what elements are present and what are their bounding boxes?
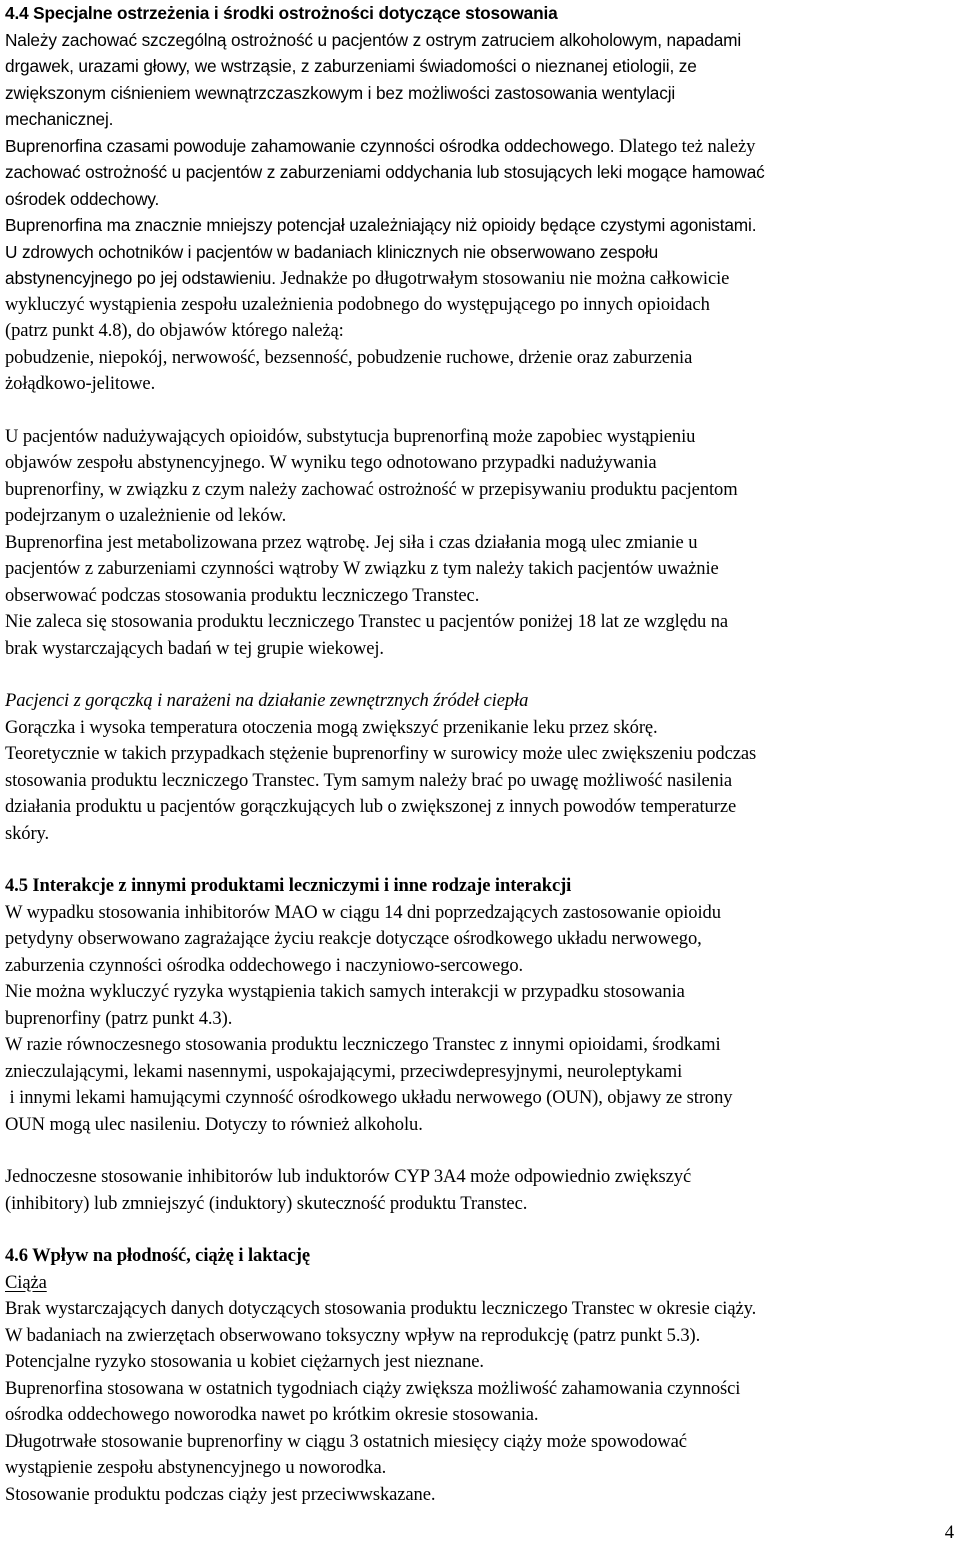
text-line: drgawek, urazami głowy, we wstrząsie, z zaburzeniami świadomości o nieznanej etiologii, ze: [5, 56, 697, 76]
text-line: Jednoczesne stosowanie inhibitorów lub induktorów CYP 3A4 może odpowiednio zwiększyć: [5, 1166, 692, 1187]
text-segment: Jednakże po długotrwałym stosowaniu nie można całkowicie: [280, 268, 730, 289]
document-page: [5, 0, 957, 1508]
paragraph-gap: [5, 847, 957, 873]
text-line: i innymi lekami hamującymi czynność ośrodkowego układu nerwowego (OUN), objawy ze strony: [5, 1087, 733, 1108]
text-line: Należy zachować szczególną ostrożność u pacjentów z ostrym zatruciem alkoholowym, napadami: [5, 29, 742, 50]
text-line: zwiększonym ciśnieniem wewnątrzczaszkowym i bez możliwości zastosowania wentylacji: [5, 82, 676, 103]
subsection-heading-fever: Pacjenci z gorączką i narażeni na działanie zewnętrznych źródeł ciepła: [5, 690, 529, 711]
text-line: zachować ostrożność u pacjentów z zaburzeniami oddychania lub stosujących leki mogące hamować: [5, 162, 765, 182]
text-line: W wypadku stosowania inhibitorów MAO w ciągu 14 dni poprzedzających zastosowanie opioidu: [5, 901, 721, 923]
paragraph-gap: [5, 662, 957, 688]
text-line: Potencjalne ryzyko stosowania u kobiet ciężarnych jest nieznane.: [5, 1351, 484, 1372]
text-line: mechanicznej.: [5, 109, 114, 129]
text-line: (patrz punkt 4.8), do objawów którego należą:: [5, 320, 344, 341]
text-line: podejrzanym o uzależnienie od leków.: [5, 505, 287, 526]
text-line: ośrodka oddechowego noworodka nawet po krótkim okresie stosowania.: [5, 1404, 539, 1425]
text-line: Buprenorfina jest metabolizowana przez wątrobę. Jej siła i czas działania mogą ulec zmianie u: [5, 531, 698, 553]
text-line: Brak wystarczających danych dotyczących stosowania produktu leczniczego Transtec w okresie ciąży.: [5, 1298, 757, 1319]
text-line: wykluczyć wystąpienia zespołu uzależnienia podobnego do występującego po innych opioidach: [5, 293, 710, 315]
section-heading-4-4: 4.4 Specjalne ostrzeżenia i środki ostrożności dotyczące stosowania: [5, 3, 558, 23]
text-line-mixed: [5, 265, 955, 292]
section-heading-4-6: 4.6 Wpływ na płodność, ciążę i laktację: [5, 1245, 311, 1266]
text-line: pacjentów z zaburzeniami czynności wątroby W związku z tym należy takich pacjentów uważnie: [5, 558, 719, 579]
text-line: działania produktu u pacjentów gorączkujących lub o zwiększonej z innych powodów temperaturze: [5, 796, 737, 817]
text-line: ośrodek oddechowy.: [5, 188, 160, 209]
text-line: Nie można wykluczyć ryzyka wystąpienia takich samych interakcji w przypadku stosowania: [5, 981, 685, 1002]
text-line: Stosowanie produktu podczas ciąży jest przeciwwskazane.: [5, 1483, 436, 1505]
text-line: obserwować podczas stosowania produktu leczniczego Transtec.: [5, 584, 480, 606]
text-line: W razie równoczesnego stosowania produktu leczniczego Transtec z innymi opioidami, środkami: [5, 1034, 721, 1055]
text-line: Gorączka i wysoka temperatura otoczenia mogą zwiększyć przenikanie leku przez skórę.: [5, 716, 658, 738]
text-line: OUN mogą ulec nasileniu. Dotyczy to również alkoholu.: [5, 1113, 423, 1135]
text-line: Nie zaleca się stosowania produktu leczniczego Transtec u pacjentów poniżej 18 lat ze względu na: [5, 611, 729, 632]
text-line: U pacjentów nadużywających opioidów, substytucja buprenorfiną może zapobiec wystąpieniu: [5, 425, 696, 447]
text-line: buprenorfiny (patrz punkt 4.3).: [5, 1007, 233, 1029]
paragraph-gap: [5, 1217, 957, 1243]
text-line: wystąpienie zespołu abstynencyjnego u noworodka.: [5, 1457, 387, 1478]
text-line: zaburzenia czynności ośrodka oddechowego i naczyniowo-sercowego.: [5, 954, 524, 976]
text-line: petydyny obserwowano zagrażające życiu reakcje dotyczące ośrodkowego układu nerwowego,: [5, 928, 702, 949]
text-line: znieczulającymi, lekami nasennymi, uspokajającymi, przeciwdepresyjnymi, neuroleptykami: [5, 1060, 683, 1082]
text-line: U zdrowych ochotników i pacjentów w badaniach klinicznych nie obserwowano zespołu: [5, 241, 659, 262]
section-heading-4-5: 4.5 Interakcje z innymi produktami leczniczymi i inne rodzaje interakcji: [5, 875, 572, 896]
text-line: stosowania produktu leczniczego Transtec. Tym samym należy brać po uwagę możliwość nasilenia: [5, 769, 733, 791]
text-line: objawów zespołu abstynencyjnego. W wyniku tego odnotowano przypadki nadużywania: [5, 452, 657, 473]
paragraph-gap: [5, 398, 957, 424]
text-line: Długotrwałe stosowanie buprenorfiny w ciągu 3 ostatnich miesięcy ciąży może spowodować: [5, 1430, 687, 1452]
subsection-heading-pregnancy: Ciąża: [5, 1271, 47, 1293]
text-line: żołądkowo-jelitowe.: [5, 373, 156, 394]
text-line: buprenorfiny, w związku z czym należy zachować ostrożność w przepisywaniu produktu pacjentom: [5, 478, 738, 500]
text-line: Buprenorfina ma znacznie mniejszy potencjał uzależniający niż opioidy będące czystymi agonistami.: [5, 215, 757, 235]
text-line: W badaniach na zwierzętach obserwowano toksyczny wpływ na reprodukcję (patrz punkt 5.3).: [5, 1324, 701, 1346]
text-line-mixed: [5, 133, 955, 160]
text-line: Buprenorfina stosowana w ostatnich tygodniach ciąży zwiększa możliwość zahamowania czynności: [5, 1377, 741, 1399]
text-line: (inhibitory) lub zmniejszyć (induktory) skuteczność produktu Transtec.: [5, 1192, 528, 1214]
text-line: skóry.: [5, 822, 50, 844]
text-segment: Buprenorfina czasami powoduje zahamowanie czynności ośrodka oddechowego.: [5, 135, 615, 156]
text-line: pobudzenie, niepokój, nerwowość, bezsenność, pobudzenie ruchowe, drżenie oraz zaburzenia: [5, 346, 693, 368]
text-line: Teoretycznie w takich przypadkach stężenie buprenorfiny w surowicy może ulec zwiększeniu podczas: [5, 743, 757, 764]
paragraph-gap: [5, 1138, 957, 1164]
text-segment: Dlatego też należy: [619, 135, 756, 157]
page-number: 4: [944, 1522, 954, 1543]
text-segment: abstynencyjnego po jej odstawieniu.: [5, 268, 276, 288]
text-line: brak wystarczających badań w tej grupie wiekowej.: [5, 637, 384, 659]
